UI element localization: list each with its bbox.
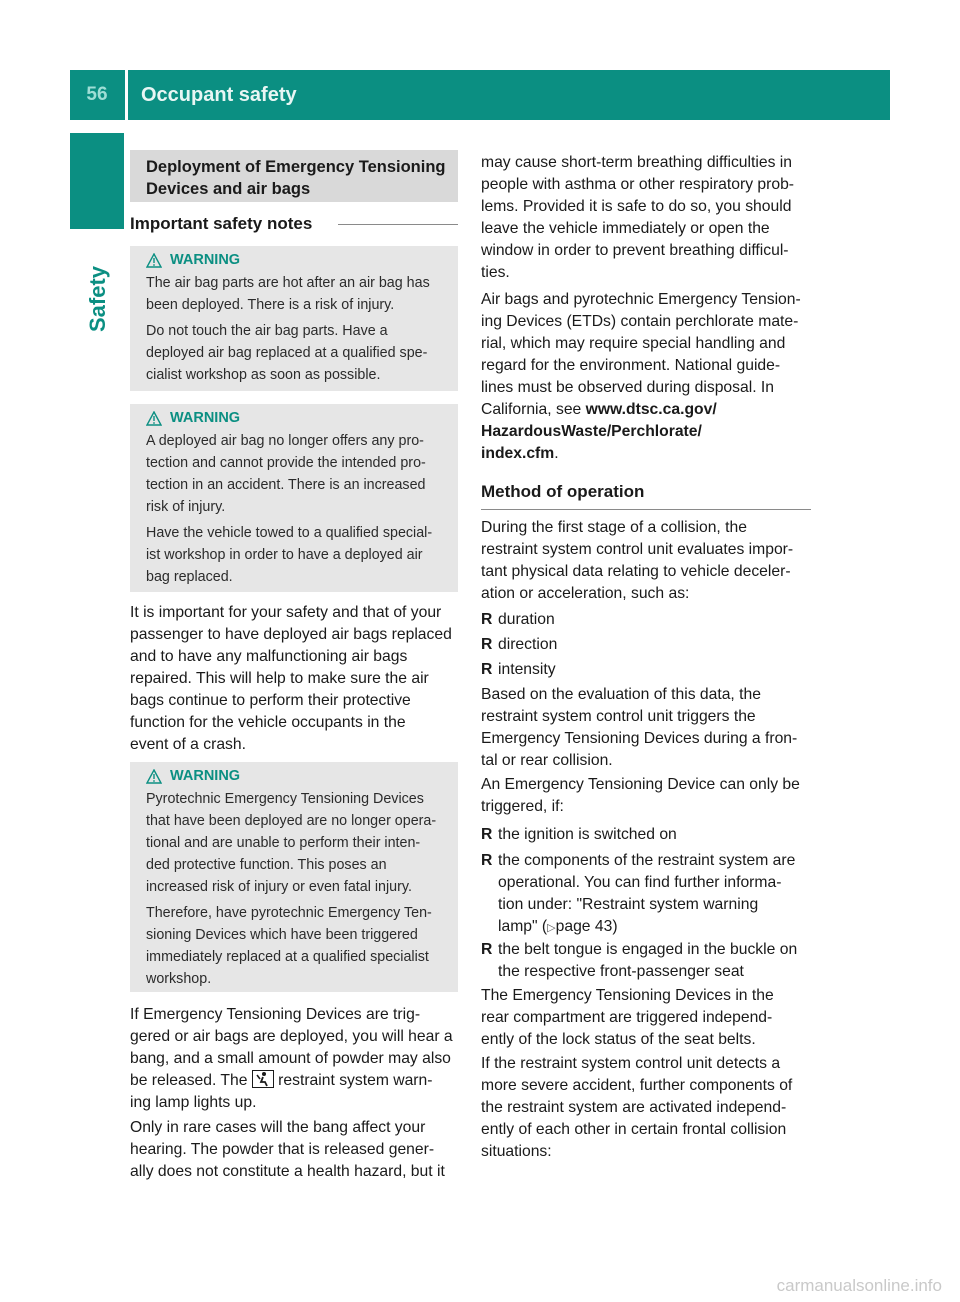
paragraph (481, 517, 811, 605)
bullet-mark: R (481, 611, 493, 628)
list-item (481, 850, 811, 938)
text-line: ally does not constitute a health hazard, but it (130, 1163, 445, 1180)
text-line: ing Devices (ETDs) contain perchlorate mate- (481, 313, 799, 330)
text-fragment: be released. The (130, 1072, 248, 1089)
text-line: and to have any malfunctioning air bags (130, 648, 408, 665)
text-line: triggered, if: (481, 798, 564, 815)
text-line: the restraint system are activated independ- (481, 1099, 787, 1116)
side-label: Safety (85, 265, 110, 333)
text-line: passenger to have deployed air bags replaced (130, 626, 452, 643)
text-line: rear compartment are triggered independ- (481, 1009, 773, 1026)
paragraph (130, 602, 458, 756)
text-line: more severe accident, further components of (481, 1077, 793, 1094)
section-title (130, 150, 458, 202)
warning-triangle-icon (146, 411, 162, 426)
text-line: rial, which may require special handling and (481, 335, 786, 352)
paragraph (481, 985, 811, 1051)
list-item-text: direction (498, 636, 558, 653)
paragraph (481, 152, 811, 284)
warning-header (146, 404, 458, 430)
text-line: the components of the restraint system are (498, 852, 796, 869)
bullet-mark: R (481, 826, 493, 843)
paragraph (481, 1053, 811, 1163)
header-divider (125, 70, 128, 120)
watermark: carmanualsonline.info (776, 1276, 942, 1295)
warning-line: tional and are unable to perform their inten- (146, 835, 421, 851)
warning-label: WARNING (170, 410, 241, 426)
warning-line: cialist workshop as soon as possible. (146, 367, 381, 383)
list-item-text: the ignition is switched on (498, 826, 677, 843)
perchlorate-link[interactable]: HazardousWaste/Perchlorate/ (481, 423, 702, 440)
text-line: ation or acceleration, such as: (481, 585, 690, 602)
text-line: leave the vehicle immediately or open the (481, 220, 770, 237)
text-line: situations: (481, 1143, 552, 1160)
text-line: It is important for your safety and that of your (130, 604, 442, 621)
warning-box (130, 404, 458, 592)
bullet-mark: R (481, 661, 493, 678)
text-line: regard for the environment. National guide- (481, 357, 781, 374)
warning-box (130, 762, 458, 992)
text-line: lems. Provided it is safe to do so, you should (481, 198, 792, 215)
warning-box (130, 246, 458, 391)
text-line: The Emergency Tensioning Devices in the (481, 987, 774, 1004)
text-line: tal or rear collision. (481, 752, 613, 769)
text-line: ties. (481, 264, 510, 281)
warning-line: Therefore, have pyrotechnic Emergency Ten- (146, 905, 432, 921)
text-line: tant physical data relating to vehicle deceler- (481, 563, 791, 580)
text-line: people with asthma or other respiratory prob- (481, 176, 795, 193)
list-item (481, 824, 811, 846)
page-reference-arrow-icon: ▷ (547, 922, 556, 934)
text-fragment: restraint system warn- (278, 1072, 433, 1089)
text-line: may cause short-term breathing difficulties in (481, 154, 792, 171)
text-line (481, 443, 811, 465)
warning-line: Have the vehicle towed to a qualified special- (146, 525, 433, 541)
warning-line: tection and cannot provide the intended pro- (146, 455, 426, 471)
warning-line: been deployed. There is a risk of injury. (146, 297, 395, 313)
warning-line: ded protective function. This poses an (146, 857, 387, 873)
warning-line: The air bag parts are hot after an air bag has (146, 275, 430, 291)
text-line: restraint system control unit triggers the (481, 708, 756, 725)
warning-line: Do not touch the air bag parts. Have a (146, 323, 388, 339)
warning-line: deployed air bag replaced at a qualified spe- (146, 345, 428, 361)
warning-line: that have been deployed are no longer opera- (146, 813, 437, 829)
text-line: ently of the lock status of the seat belts. (481, 1031, 756, 1048)
text-line: If Emergency Tensioning Devices are trig- (130, 1006, 421, 1023)
page-reference-link[interactable]: page 43) (555, 918, 618, 935)
text-line: repaired. This will help to make sure the air (130, 670, 429, 687)
text-line: ently of each other in certain frontal collision (481, 1121, 787, 1138)
important-heading-rule (338, 224, 458, 225)
warning-label: WARNING (170, 252, 241, 268)
warning-line: increased risk of injury or even fatal injury. (146, 879, 412, 895)
side-tab (70, 133, 124, 229)
text-fragment: . (554, 445, 559, 462)
paragraph (130, 1117, 458, 1183)
list-item (481, 609, 811, 631)
warning-line: sioning Devices which have been triggered (146, 927, 418, 943)
text-line (130, 1070, 458, 1092)
text-line: restraint system control unit evaluates impor- (481, 541, 794, 558)
bullet-mark: R (481, 941, 493, 958)
text-line: hearing. The powder that is released gener- (130, 1141, 435, 1158)
warning-triangle-icon (146, 253, 162, 268)
bullet-mark: R (481, 636, 493, 653)
text-line: If the restraint system control unit detects a (481, 1055, 781, 1072)
text-line: An Emergency Tensioning Device can only be (481, 776, 800, 793)
text-line: window in order to prevent breathing difficul- (481, 242, 789, 259)
text-line: event of a crash. (130, 736, 246, 753)
text-line: Air bags and pyrotechnic Emergency Tension- (481, 291, 801, 308)
list-item (481, 659, 811, 681)
warning-line: risk of injury. (146, 499, 226, 515)
section-title-text: Deployment of Emergency Tensioning Devices and air bags (146, 158, 446, 198)
text-line (481, 399, 811, 421)
warning-line: A deployed air bag no longer offers any pro- (146, 433, 424, 449)
perchlorate-link[interactable]: index.cfm (481, 445, 555, 462)
text-fragment: lamp" ( (498, 918, 548, 935)
warning-triangle-icon (146, 769, 162, 784)
list-item-text (498, 850, 814, 939)
text-line: bags continue to perform their protective (130, 692, 411, 709)
paragraph (130, 1004, 458, 1114)
text-line: During the first stage of a collision, the (481, 519, 747, 536)
paragraph (481, 289, 811, 465)
list-item-text (498, 939, 814, 983)
text-line (498, 916, 814, 939)
warning-header (146, 762, 458, 788)
list-item (481, 939, 811, 983)
page-number: 56 (86, 84, 108, 105)
warning-line: ist workshop in order to have a deployed air (146, 547, 423, 563)
text-line: ing lamp lights up. (130, 1094, 257, 1111)
warning-line: Pyrotechnic Emergency Tensioning Devices (146, 791, 424, 807)
text-line: Based on the evaluation of this data, the (481, 686, 761, 703)
text-line: bang, and a small amount of powder may also (130, 1050, 451, 1067)
warning-line: workshop. (146, 971, 212, 987)
bullet-mark: R (481, 852, 493, 869)
method-heading: Method of operation (481, 479, 811, 510)
list-item (481, 634, 811, 656)
paragraph (481, 774, 811, 818)
perchlorate-link[interactable]: www.dtsc.ca.gov/ (585, 401, 717, 418)
text-line: operational. You can find further informa- (498, 874, 782, 891)
restraint-system-warning-lamp-icon (252, 1070, 274, 1088)
warning-line: tection in an accident. There is an increased (146, 477, 426, 493)
text-line: tion under: "Restraint system warning (498, 896, 759, 913)
paragraph (481, 684, 811, 772)
text-line: Only in rare cases will the bang affect your (130, 1119, 426, 1136)
warning-label: WARNING (170, 768, 241, 784)
warning-line: bag replaced. (146, 569, 233, 585)
chapter-title: Occupant safety (141, 83, 297, 106)
warning-line: immediately replaced at a qualified specialist (146, 949, 429, 965)
warning-header (146, 246, 458, 272)
list-item-text: duration (498, 611, 555, 628)
text-line: gered or air bags are deployed, you will hear a (130, 1028, 453, 1045)
text-line: the respective front-passenger seat (498, 963, 744, 980)
list-item-text: intensity (498, 661, 556, 678)
text-line: lines must be observed during disposal. In (481, 379, 774, 396)
text-line: function for the vehicle occupants in the (130, 714, 406, 731)
text-line: the belt tongue is engaged in the buckle on (498, 941, 798, 958)
text-line: Emergency Tensioning Devices during a fron- (481, 730, 798, 747)
text-fragment: California, see (481, 401, 582, 418)
important-heading: Important safety notes (130, 214, 313, 233)
